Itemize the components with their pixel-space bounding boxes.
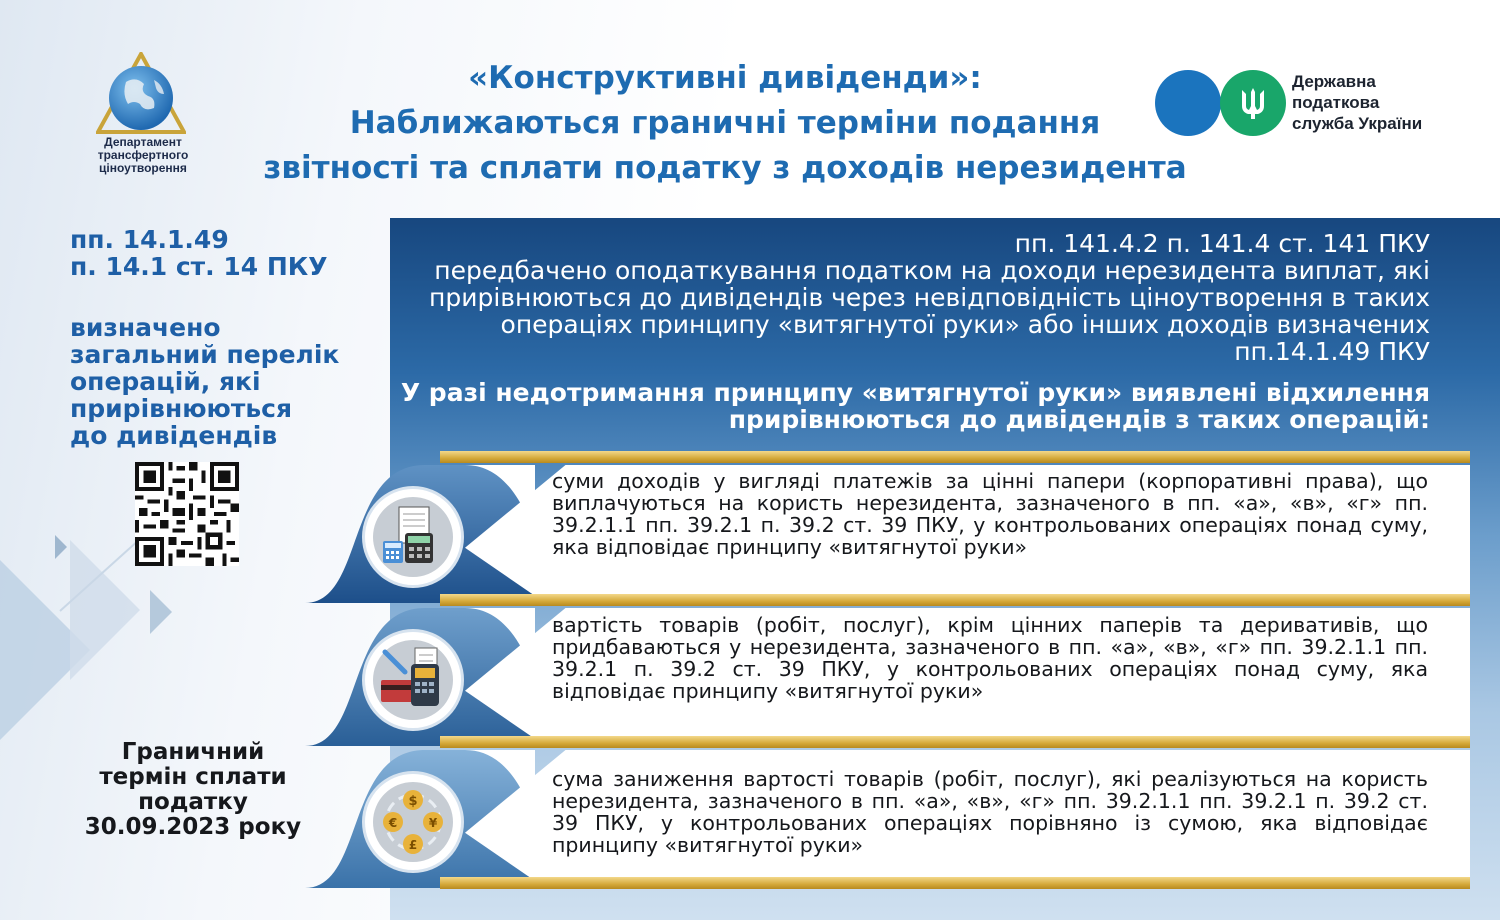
currency-exchange-icon bbox=[375, 784, 451, 860]
dps-logo-circle-blue bbox=[1155, 70, 1221, 136]
deadline-note: Граничний термін сплати податку 30.09.2023 року bbox=[84, 739, 302, 840]
decor-chevron bbox=[55, 535, 67, 559]
panel-paragraph-2: У разі недотримання принципу «витягнутої руки» виявлені відхилення прирівнюються до дивідендів з таких операцій: bbox=[400, 378, 1430, 434]
left-column bbox=[70, 226, 380, 449]
left-reference: пп. 14.1.49 п. 14.1 ст. 14 ПКУ bbox=[70, 225, 328, 281]
panel-reference: пп. 141.4.2 п. 141.4 ст. 141 ПКУ bbox=[1014, 229, 1430, 258]
panel-paragraph-1: передбачено оподаткування податком на доходи нерезидента виплат, які прирівнюються до дивідендів через невідповідність ціноутворення в таких операціях принципу «витягнутої руки» або інших доходів визначених пп.14.1.49 ПКУ bbox=[429, 256, 1430, 366]
dept-label: Департамент трансфертного ціноутворення bbox=[97, 135, 189, 175]
panel-text bbox=[400, 230, 1430, 433]
svg-text:€: € bbox=[388, 816, 398, 830]
decor-chevron bbox=[70, 540, 140, 680]
decor-chevron bbox=[150, 590, 172, 634]
gold-divider bbox=[440, 451, 1470, 463]
left-description: визначено загальний перелік операцій, які прирівнюються до дивідендів bbox=[70, 313, 340, 450]
item-text: сума заниження вартості товарів (робіт, послуг), які реалізуються на користь нерезидента, зазначеного в пп. «а», «в», «г» пп. 39.2.1.1 пп. 39.2.1 п. 39.2 ст. 39 ПКУ, у контрольованих операціях порівняно із сумою, яка відповідає принципу «витягнутої руки» bbox=[552, 767, 1428, 857]
gold-divider bbox=[440, 877, 1470, 889]
item-text: вартість товарів (робіт, послуг), крім цінних паперів та деривативів, що придбаваються у нерезидента, зазначеного в пп. «а», «в», «г» пп. 39.2.1.1 пп. 39.2.1 п. 39.2 ст. 39 ПКУ, у контрольованих операціях понад суму, яка відповідає принципу «витягнутої руки» bbox=[552, 613, 1428, 703]
qr-code-icon[interactable] bbox=[135, 462, 239, 566]
calculator-receipt-icon bbox=[375, 499, 451, 575]
item-icon-circle bbox=[365, 489, 461, 585]
item-text: суми доходів у вигляді платежів за цінні папери (корпоративні права), що виплачуються на користь нерезидента, зазначеного в пп. «а», «в», «г» пп. 39.2.1.1 пп. 39.2.1 п. 39.2 ст. 39 ПКУ, у контрольованих операціях понад суму, яка відповідає принципу «витягнутої руки» bbox=[552, 469, 1428, 559]
dps-name: Державна податкова служба України bbox=[1292, 72, 1423, 133]
item-icon-circle bbox=[365, 632, 461, 728]
page-title: «Конструктивні дивіденди»: Наближаються граничні терміни подання звітності та сплати податку з доходів нерезидента bbox=[263, 60, 1187, 186]
item-icon-circle bbox=[365, 774, 461, 870]
svg-text:¥: ¥ bbox=[428, 816, 438, 830]
trident-icon bbox=[1240, 86, 1266, 120]
gold-divider bbox=[440, 736, 1470, 748]
dept-globe-logo-icon bbox=[96, 52, 186, 136]
svg-text:£: £ bbox=[408, 838, 418, 852]
gold-divider bbox=[440, 594, 1470, 606]
payment-terminal-icon bbox=[375, 642, 451, 718]
svg-text:$: $ bbox=[408, 794, 418, 809]
